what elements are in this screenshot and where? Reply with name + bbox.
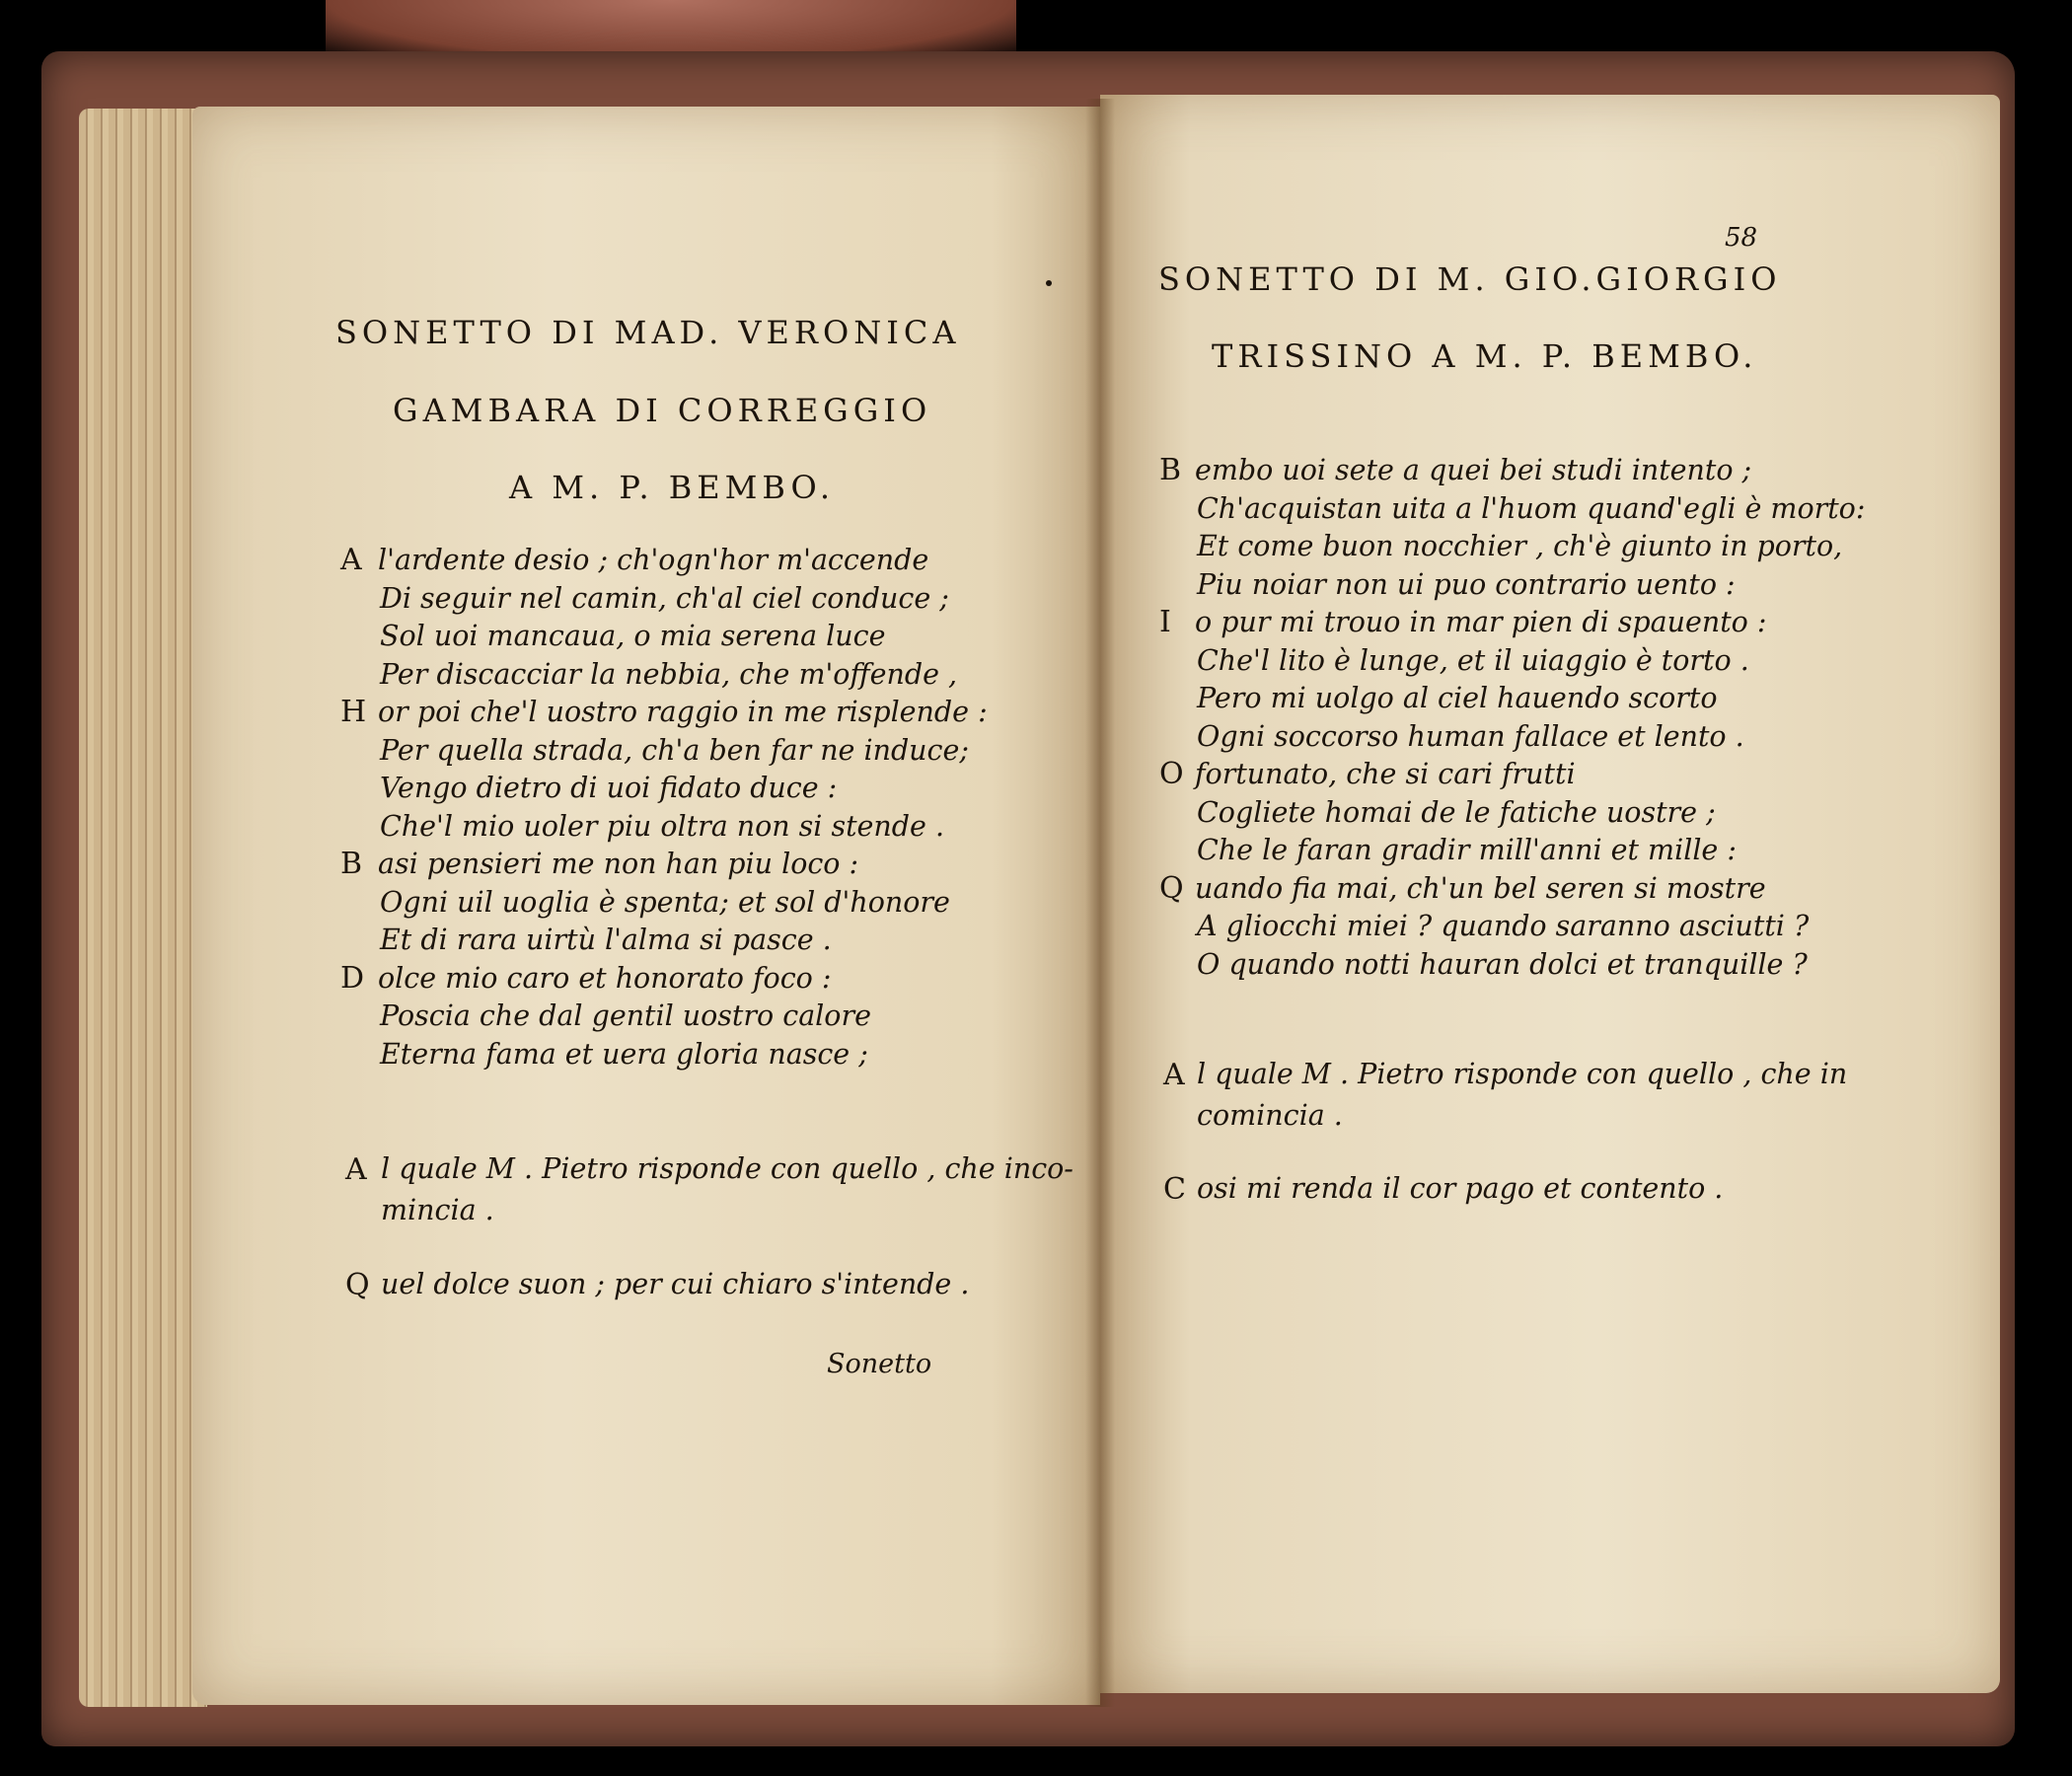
verse-initial: A [340,543,362,577]
verse-initial: Q [1159,870,1184,906]
verse-text: Sol uoi mancaua, o mia serena luce [380,620,886,652]
note-line-2: mincia . [381,1194,494,1226]
verse-text: Ogni uil uoglia è spenta; et sol d'honore [380,885,950,919]
verse-text: Che'l lito è lunge, et il uiaggio è torto . [1197,643,1749,677]
verse-text: Che'l mio uoler piu oltra non si stende . [380,809,945,843]
verse-text: asi pensieri me non han piu loco : [378,848,859,880]
verse-text: fortunato, che si cari frutti [1195,758,1576,790]
thumb [326,0,1016,59]
incipit-initial: C [1163,1172,1186,1207]
stray-mark [1046,280,1052,286]
verse-text: Pero mi uolgo al ciel hauendo scorto [1197,682,1718,714]
note-initial: A [345,1152,367,1187]
verse-text: Et come buon nocchier , ch'è giunto in porto, [1197,530,1843,562]
note-line-1: l quale M . Pietro risponde con quello , che inco- [381,1152,1073,1185]
verse-text: o pur mi trouo in mar pien di spauento : [1195,606,1767,638]
verse-initial: D [340,960,365,996]
verse-text: Eterna fama et uera gloria nasce ; [380,1037,868,1071]
verse-text: A gliocchi miei ? quando saranno asciutti ? [1197,910,1810,942]
right-header-line-1: SONETTO DI M. GIO.GIORGIO [1158,260,1782,298]
verse-text: uando fia mai, ch'un bel seren si mostre [1195,871,1766,905]
verse-text: Per discacciar la nebbia, che m'offende , [380,657,958,691]
verse-text: Ogni soccorso human fallace et lento . [1197,719,1744,753]
note-line-2: comincia . [1197,1099,1343,1132]
left-header-line-2: GAMBARA DI CORREGGIO [393,392,932,429]
verse-text: Cogliete homai de le fatiche uostre ; [1197,795,1716,829]
verse-initial: B [1159,453,1182,487]
page-edges [79,109,207,1707]
verse-text: Vengo dietro di uoi fidato duce : [380,772,838,804]
page-number: 58 [1725,223,1758,253]
verse-text: Piu noiar non ui puo contrario uento : [1197,567,1736,601]
verse-text: l'ardente desio ; ch'ogn'hor m'accende [378,544,929,576]
verse-text: olce mio caro et honorato foco : [378,961,832,995]
verse-text: Poscia che dal gentil uostro calore [380,999,871,1032]
verse-text: Di seguir nel camin, ch'al ciel conduce ; [380,581,949,615]
left-header-line-3: A M. P. BEMBO. [509,469,836,506]
right-header-line-2: TRISSINO A M. P. BEMBO. [1212,337,1758,375]
verse-initial: O [1159,757,1184,791]
verse-text: Et di rara uirtù l'alma si pasce . [380,924,832,956]
catchword: Sonetto [827,1349,932,1379]
incipit-text: uel dolce suon ; per cui chiaro s'intende . [381,1268,970,1300]
verse-text: Che le faran gradir mill'anni et mille : [1197,834,1737,866]
verse-text: Per quella strada, ch'a ben far ne induce; [380,733,969,767]
verse-text: O quando notti hauran dolci et tranquille ? [1197,947,1808,981]
verse-text: or poi che'l uostro raggio in me risplende : [378,696,988,728]
verse-initial: B [340,847,363,881]
left-header-line-1: SONETTO DI MAD. VERONICA [335,314,961,351]
verse-initial: H [340,695,367,729]
incipit-text: osi mi renda il cor pago et contento . [1197,1172,1724,1205]
verse-text: Ch'acquistan uita a l'huom quand'egli è morto: [1197,491,1866,525]
verse-text: embo uoi sete a quei bei studi intento ; [1195,454,1752,486]
gutter [1085,99,1115,1707]
incipit-initial: Q [345,1268,370,1302]
note-initial: A [1163,1058,1185,1092]
note-line-1: l quale M . Pietro risponde con quello , che in [1197,1058,1848,1090]
verse-initial: I [1159,605,1171,639]
